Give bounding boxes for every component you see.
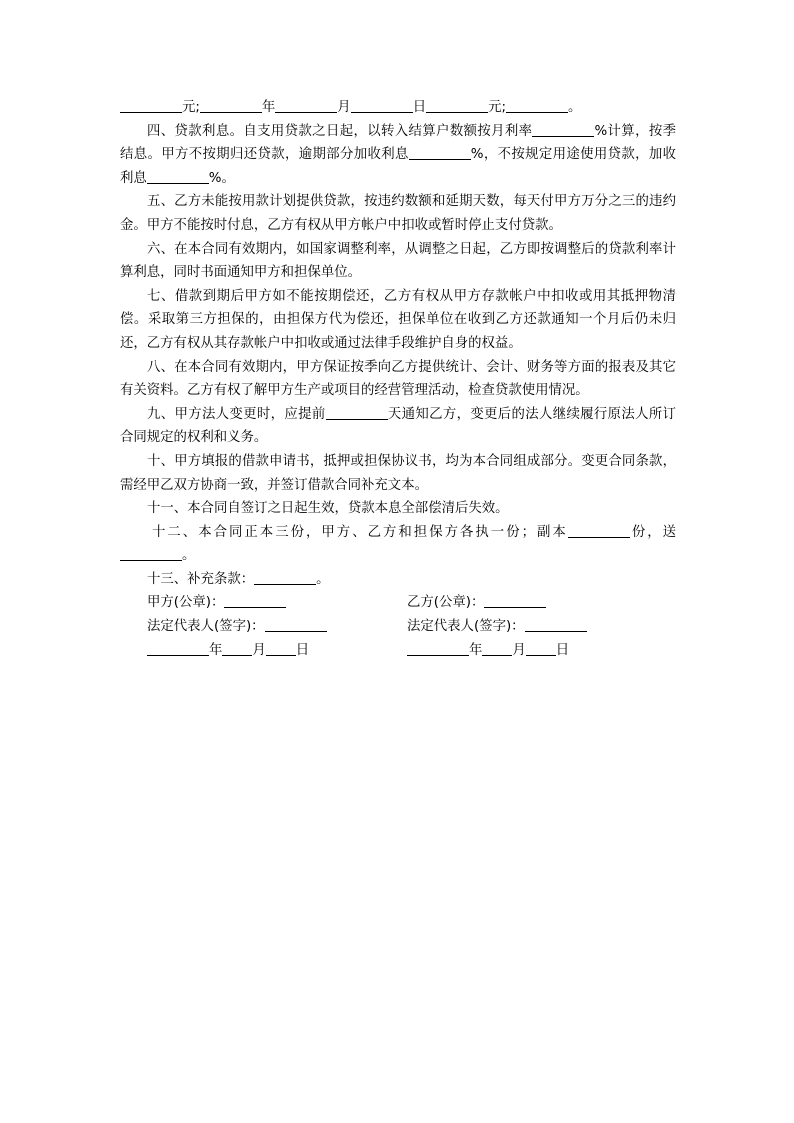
- party-a-date: 年 月 日: [147, 639, 309, 663]
- blank-field[interactable]: [120, 546, 182, 561]
- party-a-representative: 法定代表人(签字)：: [147, 615, 327, 639]
- blank-field[interactable]: [407, 641, 469, 656]
- blank-field[interactable]: [254, 570, 316, 585]
- blank-field[interactable]: [426, 98, 488, 113]
- clause-6: 六、在本合同有效期内，如国家调整利率，从调整之日起，乙方即按调整后的贷款利率计算利息，同时书面通知甲方和担保单位。: [120, 241, 676, 281]
- signature-seal-row: [120, 591, 676, 615]
- blank-field[interactable]: [120, 98, 182, 113]
- clause-13: 十三、补充条款： 。: [147, 571, 330, 587]
- clause-11: 十一、本合同自签订之日起生效，贷款本息全部偿清后失效。: [147, 501, 509, 517]
- blank-field[interactable]: [200, 98, 262, 113]
- party-b-date: 年 月 日: [407, 639, 569, 663]
- blank-field[interactable]: [147, 169, 209, 184]
- contract-body: [120, 96, 676, 662]
- clause-10: 十、甲方填报的借款申请书，抵押或担保协议书，均为本合同组成部分。变更合同条款，需经甲乙双方协商一致，并签订借款合同补充文本。: [120, 453, 676, 493]
- blank-field[interactable]: [506, 98, 568, 113]
- blank-field[interactable]: [568, 523, 630, 538]
- party-b-representative: 法定代表人(签字)：: [407, 615, 587, 639]
- blank-field[interactable]: [326, 405, 388, 420]
- signature-rep-row: [120, 615, 676, 639]
- clause-4: 四、贷款利息。自支用贷款之日起，以转入结算户数额按月利率 %计算，按季结息。甲方不按期归还贷款，逾期部分加收利息 %，不按规定用途使用贷款，加收利息 %。: [120, 123, 676, 186]
- blank-field[interactable]: [265, 617, 327, 632]
- clause-9: 九、甲方法人变更时，应提前 天通知乙方，变更后的法人继续履行原法人所订合同规定的权利和义务。: [120, 406, 677, 446]
- clause-5: 五、乙方未能按用款计划提供贷款，按违约数额和延期天数，每天付甲方万分之三的违约金。甲方不能按时付息，乙方有权从甲方帐户中扣收或暂时停止支付贷款。: [120, 194, 676, 233]
- signature-date-row: [120, 639, 676, 663]
- blank-field[interactable]: [222, 641, 252, 656]
- blank-field[interactable]: [532, 122, 594, 137]
- blank-field[interactable]: [266, 641, 296, 656]
- clause-12: 十二、本合同正本三份，甲方、乙方和担保方各执一份；副本 份，送。: [120, 521, 676, 568]
- amount-date-line: 元; 年 月 日 元; 。: [120, 96, 676, 120]
- blank-field[interactable]: [526, 641, 556, 656]
- blank-field[interactable]: [147, 641, 209, 656]
- clause-7: 七、借款到期后甲方如不能按期偿还，乙方有权从甲方存款帐户中扣收或用其抵押物清偿。采取第三方担保的，由担保方代为偿还，担保单位在收到乙方还款通知一个月后仍未归还，乙方有权从其存款帐户中扣收或通过法律手段维护自身的权益。: [120, 288, 676, 351]
- blank-field[interactable]: [275, 98, 337, 113]
- blank-field[interactable]: [224, 593, 286, 608]
- blank-field[interactable]: [409, 145, 471, 160]
- blank-field[interactable]: [525, 617, 587, 632]
- blank-field[interactable]: [484, 593, 546, 608]
- blank-field[interactable]: [482, 641, 512, 656]
- party-b-seal: 乙方(公章)：: [407, 591, 546, 615]
- clause-8: 八、在本合同有效期内，甲方保证按季向乙方提供统计、会计、财务等方面的报表及其它有关资料。乙方有权了解甲方生产或项目的经营管理活动，检查贷款使用情况。: [120, 359, 676, 399]
- party-a-seal: 甲方(公章)：: [147, 591, 286, 615]
- blank-field[interactable]: [351, 98, 413, 113]
